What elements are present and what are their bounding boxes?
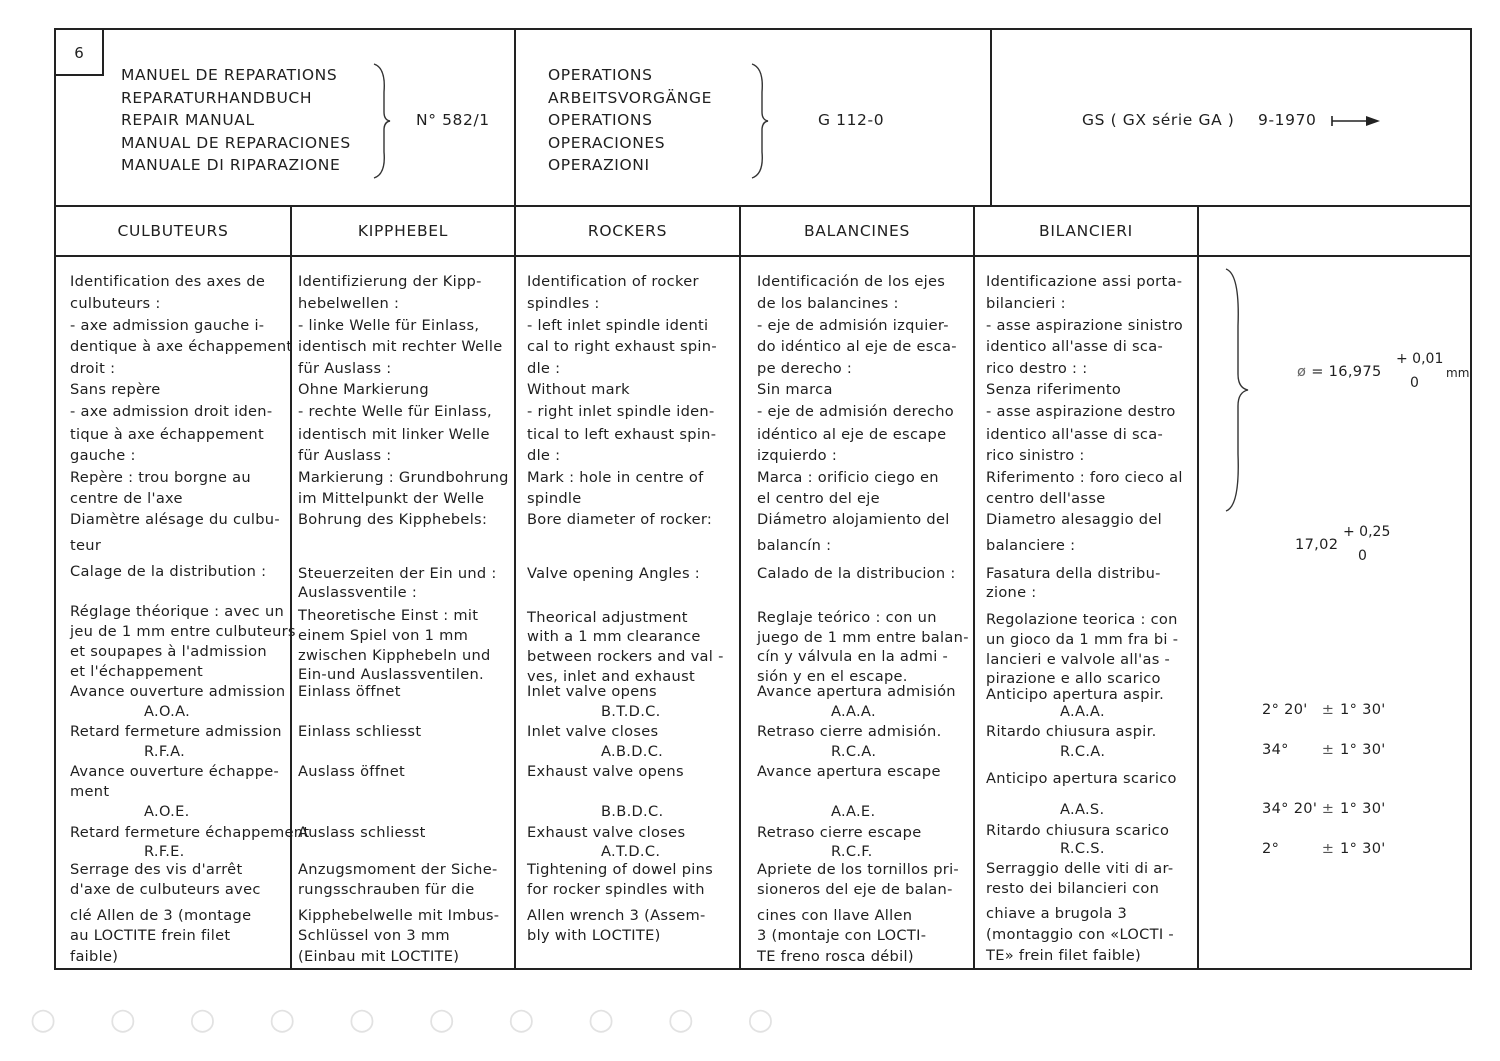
- text-line: identico all'asse di sca-: [986, 426, 1164, 443]
- text-line: Diametro alesaggio del: [986, 511, 1162, 528]
- column-header-es: BALANCINES: [803, 222, 911, 240]
- text-line: für Auslass :: [298, 360, 392, 377]
- text-line: (montaggio con «LOCTI -: [986, 926, 1174, 943]
- timing-row: [1262, 701, 1386, 718]
- timing-plusminus: ±: [1321, 800, 1335, 817]
- operation-code: G 112-0: [818, 111, 885, 129]
- text-line: gauche :: [70, 447, 136, 464]
- operation-title-de: ARBEITSVORGÄNGE: [548, 88, 712, 107]
- column-rule-4: [973, 205, 975, 970]
- text-line: R.C.S.: [1060, 840, 1105, 857]
- text-line: A.A.E.: [831, 803, 876, 820]
- manual-titles: [121, 64, 351, 177]
- text-line: Avance ouverture échappe-: [70, 763, 280, 780]
- text-line: Schlüssel von 3 mm: [298, 927, 450, 944]
- text-line: clé Allen de 3 (montage: [70, 907, 252, 924]
- text-line: Marca : orificio ciego en: [757, 469, 939, 486]
- text-line: spindles :: [527, 295, 600, 312]
- text-line: Réglage théorique : avec un: [70, 603, 285, 620]
- text-line: Allen wrench 3 (Assem-: [527, 907, 706, 924]
- bore-lower-tolerance: 0: [1358, 548, 1367, 564]
- text-line: dentique à axe échappement: [70, 338, 293, 355]
- timing-tolerance: 1° 30': [1340, 840, 1386, 857]
- text-line: Repère : trou borgne au: [70, 469, 251, 486]
- text-line: Auslass öffnet: [298, 763, 406, 780]
- text-line: rico sinistro :: [986, 447, 1085, 464]
- text-line: R.F.E.: [144, 843, 185, 860]
- timing-plusminus: ±: [1321, 701, 1335, 718]
- text-line: - eje de admisión derecho: [757, 403, 954, 420]
- arrow-right-icon: [1330, 114, 1382, 128]
- text-line: Einlass öffnet: [298, 683, 401, 700]
- text-line: - axe admission droit iden-: [70, 403, 273, 420]
- spec-brace-icon: [1222, 266, 1252, 514]
- timing-plusminus: ±: [1321, 840, 1335, 857]
- text-line: Calado de la distribucion :: [757, 565, 956, 582]
- diameter-symbol: ø: [1297, 363, 1307, 380]
- timing-plusminus: ±: [1321, 741, 1335, 758]
- diameter-value: 16,975: [1328, 363, 1382, 380]
- text-line: A.O.E.: [144, 803, 190, 820]
- text-line: rungsschrauben für die: [298, 881, 475, 898]
- text-line: Retard fermeture échappement: [70, 824, 310, 841]
- text-line: Exhaust valve closes: [527, 824, 686, 841]
- text-line: A.A.A.: [1060, 703, 1105, 720]
- text-line: Identification of rocker: [527, 273, 699, 290]
- text-line: - right inlet spindle iden-: [527, 403, 715, 420]
- text-line: Avance apertura admisión: [757, 683, 956, 700]
- text-line: Retraso cierre admisión.: [757, 723, 942, 740]
- timing-angle: 2° 20': [1262, 701, 1308, 718]
- text-line: TE» frein filet faible): [986, 947, 1142, 964]
- text-line: et l'échappement: [70, 663, 204, 680]
- text-line: tique à axe échappement: [70, 426, 265, 443]
- text-line: balanciere :: [986, 537, 1076, 554]
- text-line: B.B.D.C.: [601, 803, 664, 820]
- text-line: R.C.A.: [831, 743, 877, 760]
- text-line: Diámetro alojamiento del: [757, 511, 950, 528]
- text-line: lancieri e valvole all'as -: [986, 651, 1171, 668]
- text-line: Anticipo apertura scarico: [986, 770, 1177, 787]
- text-line: TE freno rosca débil): [757, 948, 914, 965]
- text-line: Identifizierung der Kipp-: [298, 273, 482, 290]
- column-rule-1: [290, 205, 292, 970]
- manual-title-en: REPAIR MANUAL: [121, 111, 255, 129]
- text-line: cines con llave Allen: [757, 907, 913, 924]
- text-line: Valve opening Angles :: [527, 565, 701, 582]
- diameter-eq: =: [1311, 363, 1324, 380]
- text-line: - rechte Welle für Einlass,: [298, 403, 492, 420]
- text-line: chiave a brugola 3: [986, 905, 1128, 922]
- text-line: A.A.A.: [831, 703, 876, 720]
- text-line: identico all'asse di sca-: [986, 338, 1164, 355]
- text-line: Identificación de los ejes: [757, 273, 946, 290]
- model-date: [1258, 111, 1382, 129]
- text-line: dle :: [527, 447, 561, 464]
- text-line: B.T.D.C.: [601, 703, 661, 720]
- text-line: A.B.D.C.: [601, 743, 664, 760]
- text-line: bilancieri :: [986, 295, 1066, 312]
- text-line: Bore diameter of rocker:: [527, 511, 713, 528]
- timing-angle: 34°: [1262, 741, 1289, 758]
- text-line: Sin marca: [757, 381, 833, 398]
- column-header-de: KIPPHEBEL: [357, 222, 449, 240]
- text-line: R.C.F.: [831, 843, 873, 860]
- text-line: droit :: [70, 360, 116, 377]
- text-line: Inlet valve closes: [527, 723, 659, 740]
- text-line: jeu de 1 mm entre culbuteurs: [70, 623, 296, 640]
- column-header-it: BILANCIERI: [1039, 222, 1133, 240]
- text-line: für Auslass :: [298, 447, 392, 464]
- text-line: Retraso cierre escape: [757, 824, 922, 841]
- text-line: Ritardo chiusura aspir.: [986, 723, 1157, 740]
- text-line: - asse aspirazione sinistro: [986, 317, 1183, 334]
- text-line: ment: [70, 783, 110, 800]
- manual-title-es: MANUAL DE REPARACIONES: [121, 133, 351, 152]
- text-line: spindle: [527, 490, 582, 507]
- text-line: Markierung : Grundbohrung: [298, 469, 509, 486]
- text-line: Senza riferimento: [986, 381, 1122, 398]
- text-line: with a 1 mm clearance: [527, 628, 701, 645]
- text-line: A.A.S.: [1060, 801, 1105, 818]
- text-line: centre de l'axe: [70, 490, 183, 507]
- text-line: tical to left exhaust spin-: [527, 426, 717, 443]
- text-line: hebelwellen :: [298, 295, 400, 312]
- text-line: Identificazione assi porta-: [986, 273, 1183, 290]
- text-line: A.T.D.C.: [601, 843, 661, 860]
- text-line: A.O.A.: [144, 703, 191, 720]
- diameter-upper-tolerance: + 0,01: [1396, 351, 1444, 367]
- text-line: - axe admission gauche i-: [70, 317, 265, 334]
- text-line: Ein-und Auslassventilen.: [298, 666, 484, 683]
- text-line: d'axe de culbuteurs avec: [70, 881, 261, 898]
- text-line: Apriete de los tornillos pri-: [757, 861, 959, 878]
- text-line: idéntico al eje de escape: [757, 426, 947, 443]
- header-rule-1: [514, 28, 516, 206]
- text-line: zione :: [986, 584, 1037, 601]
- timing-angle: 34° 20': [1262, 800, 1318, 817]
- timing-tolerance: 1° 30': [1340, 800, 1386, 817]
- operation-titles-brace-icon: [748, 62, 772, 180]
- text-line: Tightening of dowel pins: [527, 861, 714, 878]
- text-line: au LOCTITE frein filet: [70, 927, 231, 944]
- text-line: 3 (montaje con LOCTI-: [757, 927, 927, 944]
- text-line: identisch mit linker Welle: [298, 426, 490, 443]
- timing-angle: 2°: [1262, 840, 1280, 857]
- faint-bleed-through: ○ ○ ○ ○ ○ ○ ○ ○ ○ ○: [30, 1002, 796, 1037]
- operation-title-it: OPERAZIONI: [548, 156, 650, 174]
- text-line: Ohne Markierung: [298, 381, 429, 398]
- text-line: R.C.A.: [1060, 743, 1106, 760]
- text-line: im Mittelpunkt der Welle: [298, 490, 485, 507]
- manual-title-de: REPARATURHANDBUCH: [121, 88, 313, 107]
- text-line: et soupapes à l'admission: [70, 643, 267, 660]
- spindle-diameter: [1297, 363, 1382, 380]
- text-line: Serraggio delle viti di ar-: [986, 860, 1174, 877]
- text-line: - linke Welle für Einlass,: [298, 317, 480, 334]
- text-line: Sans repère: [70, 381, 161, 398]
- timing-row: [1262, 741, 1386, 758]
- bore-diameter-value: 17,02: [1295, 536, 1339, 553]
- text-line: de los balancines :: [757, 295, 899, 312]
- text-line: Retard fermeture admission: [70, 723, 282, 740]
- text-line: Einlass schliesst: [298, 723, 422, 740]
- bore-upper-tolerance: + 0,25: [1343, 524, 1391, 540]
- text-line: Reglaje teórico : con un: [757, 609, 937, 626]
- column-rule-2: [514, 205, 516, 970]
- text-line: Anticipo apertura aspir.: [986, 686, 1165, 703]
- text-line: R.F.A.: [144, 743, 186, 760]
- text-line: Diamètre alésage du culbu-: [70, 511, 280, 528]
- text-line: Identification des axes de: [70, 273, 266, 290]
- text-line: faible): [70, 948, 119, 965]
- text-line: Theorical adjustment: [527, 609, 688, 626]
- text-line: culbuteurs :: [70, 295, 161, 312]
- text-line: einem Spiel von 1 mm: [298, 627, 469, 644]
- text-line: Auslassventile :: [298, 584, 418, 601]
- text-line: el centro del eje: [757, 490, 880, 507]
- text-line: (Einbau mit LOCTITE): [298, 948, 460, 965]
- text-line: zwischen Kipphebeln und: [298, 647, 491, 664]
- text-line: do idéntico al eje de esca-: [757, 338, 957, 355]
- timing-tolerance: 1° 30': [1340, 701, 1386, 718]
- manual-titles-brace-icon: [370, 62, 394, 180]
- text-line: resto dei bilancieri con: [986, 880, 1160, 897]
- timing-row: [1262, 800, 1386, 817]
- header-rule-2: [990, 28, 992, 206]
- text-line: Anzugsmoment der Siche-: [298, 861, 498, 878]
- text-line: Riferimento : foro cieco al: [986, 469, 1183, 486]
- text-line: Avance ouverture admission: [70, 683, 286, 700]
- text-line: Regolazione teorica : con: [986, 611, 1178, 628]
- manual-number: N° 582/1: [416, 111, 490, 129]
- text-line: sioneros del eje de balan-: [757, 881, 953, 898]
- text-line: Avance apertura escape: [757, 763, 941, 780]
- text-line: teur: [70, 537, 102, 554]
- text-line: Ritardo chiusura scarico: [986, 822, 1170, 839]
- column-header-divider: [54, 255, 1472, 257]
- text-line: Serrage des vis d'arrêt: [70, 861, 243, 878]
- column-rule-3: [739, 205, 741, 970]
- text-line: sión y en el escape.: [757, 668, 908, 685]
- text-line: Without mark: [527, 381, 630, 398]
- page-number: 6: [56, 30, 104, 76]
- timing-row: [1262, 840, 1386, 857]
- diameter-unit: mm: [1446, 366, 1470, 380]
- text-line: cal to right exhaust spin-: [527, 338, 717, 355]
- text-line: balancín :: [757, 537, 832, 554]
- text-line: rico destro : :: [986, 360, 1088, 377]
- text-line: bly with LOCTITE): [527, 927, 661, 944]
- text-line: - left inlet spindle identi: [527, 317, 709, 334]
- operation-title-fr: OPERATIONS: [548, 66, 653, 84]
- text-line: identisch mit rechter Welle: [298, 338, 503, 355]
- column-rule-5: [1197, 205, 1199, 970]
- operation-title-en: OPERATIONS: [548, 111, 653, 129]
- text-line: cín y válvula en la admi -: [757, 648, 949, 665]
- text-line: Theoretische Einst : mit: [298, 607, 479, 624]
- text-line: for rocker spindles with: [527, 881, 705, 898]
- column-header-fr: CULBUTEURS: [117, 222, 229, 240]
- diameter-lower-tolerance: 0: [1410, 375, 1419, 391]
- text-line: pirazione e allo scarico: [986, 670, 1161, 687]
- model-label: GS ( GX série GA ): [1082, 111, 1235, 129]
- column-header-en: ROCKERS: [587, 222, 668, 240]
- date-label: 9-1970: [1258, 111, 1317, 129]
- text-line: - asse aspirazione destro: [986, 403, 1176, 420]
- text-line: izquierdo :: [757, 447, 838, 464]
- text-line: Exhaust valve opens: [527, 763, 684, 780]
- text-line: Auslass schliesst: [298, 824, 426, 841]
- operation-titles: [548, 64, 712, 177]
- manual-title-fr: MANUEL DE REPARATIONS: [121, 66, 338, 84]
- text-line: Kipphebelwelle mit Imbus-: [298, 907, 500, 924]
- text-line: Calage de la distribution :: [70, 563, 267, 580]
- text-line: centro dell'asse: [986, 490, 1106, 507]
- timing-tolerance: 1° 30': [1340, 741, 1386, 758]
- text-line: pe derecho :: [757, 360, 853, 377]
- text-line: Mark : hole in centre of: [527, 469, 704, 486]
- text-line: Steuerzeiten der Ein und :: [298, 565, 497, 582]
- text-line: Bohrung des Kipphebels:: [298, 511, 488, 528]
- text-line: juego de 1 mm entre balan-: [757, 629, 969, 646]
- text-line: - eje de admisión izquier-: [757, 317, 949, 334]
- operation-title-es: OPERACIONES: [548, 133, 666, 152]
- text-line: Inlet valve opens: [527, 683, 657, 700]
- text-line: dle :: [527, 360, 561, 377]
- manual-title-it: MANUALE DI RIPARAZIONE: [121, 156, 341, 174]
- text-line: between rockers and val -: [527, 648, 724, 665]
- text-line: Fasatura della distribu-: [986, 565, 1161, 582]
- text-line: un gioco da 1 mm fra bi -: [986, 631, 1179, 648]
- text-line: ves, inlet and exhaust: [527, 668, 696, 685]
